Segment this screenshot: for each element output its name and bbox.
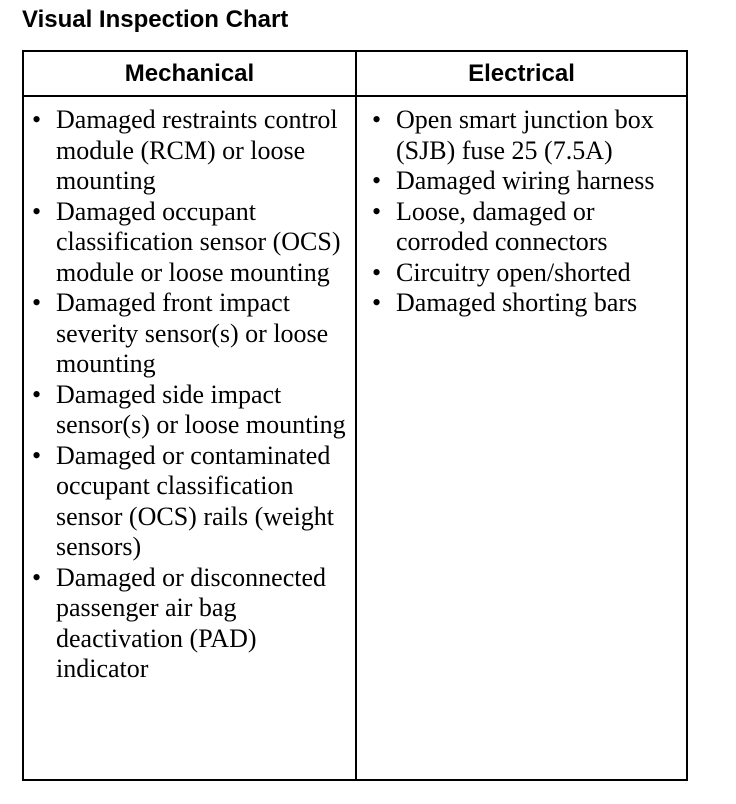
bullet-icon: • [32, 196, 42, 226]
bullet-icon: • [32, 288, 42, 317]
list-item [32, 441, 350, 563]
electrical-list [372, 105, 688, 319]
list-item-text: Circuitry open/shorted [396, 257, 631, 287]
list-item-text: Damaged shorting bars [396, 288, 638, 317]
list-item [32, 288, 350, 380]
bullet-icon: • [32, 440, 42, 470]
list-item-text: Damaged wiring harness [396, 166, 655, 195]
list-item [372, 105, 688, 166]
list-item-text: Damaged restraints control module (RCM) or loose mounting [56, 105, 338, 195]
bullet-icon: • [372, 105, 382, 134]
page-title: Visual Inspection Chart [22, 6, 289, 33]
list-item [372, 197, 688, 258]
mechanical-column [32, 105, 350, 685]
list-item [32, 380, 350, 441]
list-item-text: Loose, damaged or corroded connectors [396, 196, 608, 256]
list-item-text: Damaged or contaminated occupant classification sensor (OCS) rails (weight sensors) [56, 440, 335, 561]
bullet-icon: • [32, 562, 42, 592]
list-item-text: Damaged side impact sensor(s) or loose mounting [56, 379, 346, 439]
electrical-column [372, 105, 688, 319]
list-item [32, 197, 350, 289]
list-item-text: Damaged or disconnected passenger air bag deactivation (PAD) indicator [56, 562, 327, 683]
list-item [372, 258, 688, 289]
bullet-icon: • [372, 257, 382, 287]
list-item [32, 105, 350, 197]
bullet-icon: • [372, 166, 382, 195]
list-item-text: Damaged front impact severity sensor(s) or loose mounting [56, 288, 329, 378]
list-item [372, 288, 688, 319]
mechanical-list [32, 105, 350, 685]
column-header-mechanical: Mechanical [124, 60, 255, 87]
column-divider [355, 52, 357, 779]
bullet-icon: • [372, 288, 382, 317]
column-header-electrical: Electrical [468, 60, 575, 87]
list-item-text: Open smart junction box (SJB) fuse 25 (7.5A) [396, 105, 654, 165]
list-item [32, 563, 350, 685]
list-item-text: Damaged occupant classification sensor (OCS) module or loose mounting [56, 196, 341, 287]
list-item [372, 166, 688, 197]
bullet-icon: • [32, 379, 42, 409]
inspection-table [22, 50, 688, 781]
bullet-icon: • [32, 105, 42, 134]
bullet-icon: • [372, 196, 382, 226]
header-divider [24, 95, 686, 97]
